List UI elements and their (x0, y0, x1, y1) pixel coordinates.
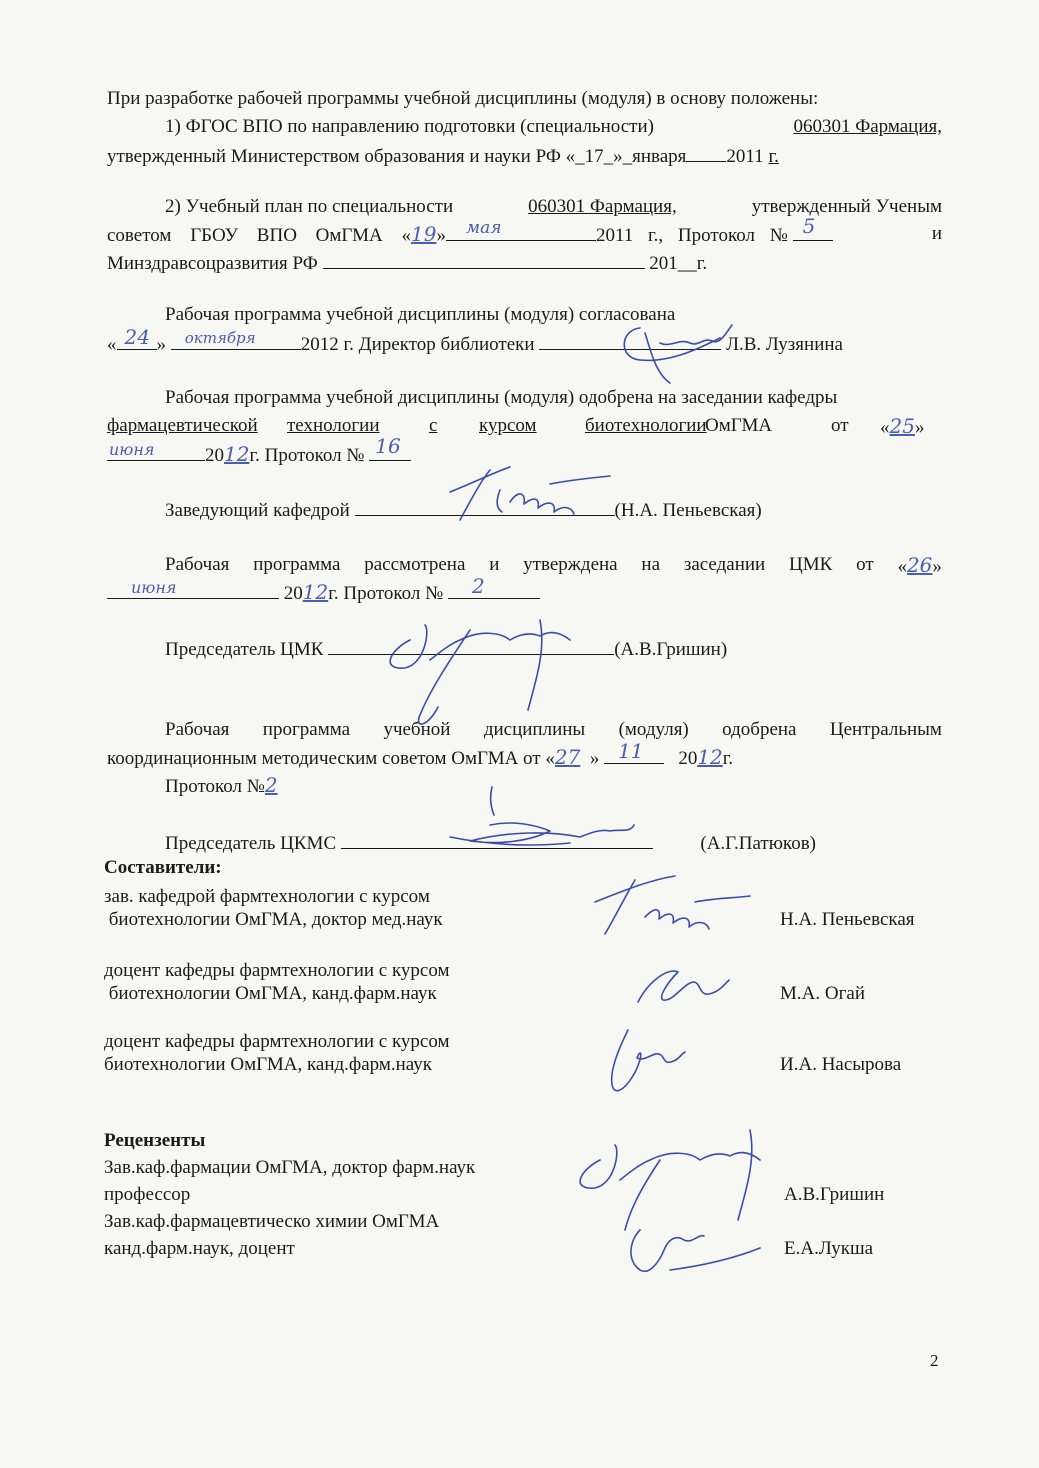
library-month-handwritten: октября (184, 329, 256, 347)
ckms-word-4: дисциплины (483, 719, 586, 740)
cmk-number-blank (448, 574, 540, 599)
author-2-name: М.А. Огай (780, 983, 865, 1004)
ckms-day-handwritten: 27 (554, 745, 581, 769)
author-3-name: И.А. Насырова (780, 1054, 902, 1075)
department-close: » (914, 417, 925, 438)
ckms-word-6: одобрена (722, 719, 797, 740)
plan-line-1 (165, 195, 942, 219)
ckms-word-3: учебной (383, 719, 451, 740)
cmk-year-handwritten: 12 (302, 580, 329, 604)
plan-number-handwritten: 5 (802, 214, 816, 238)
fgos-year: 2011 (726, 146, 764, 167)
ckms-year-prefix: 20 (678, 748, 698, 769)
department-month-blank (107, 442, 205, 461)
reviewer-name-2: Е.А.Лукша (784, 1238, 874, 1259)
department-word-1: фармацевтической (107, 415, 258, 436)
library-day-blank (117, 325, 157, 350)
cmk-word-5: утверждена (523, 554, 618, 575)
cmk-month-handwritten: июня (131, 578, 177, 597)
plan-line2-d: и (931, 223, 942, 244)
department-year-handwritten: 12 (224, 442, 250, 466)
author-1-line-1: зав. кафедрой фармтехнологии с курсом (104, 886, 430, 907)
plan-suffix: утвержденный Ученым (751, 196, 942, 217)
author-1-name: Н.А. Пеньевская (780, 909, 915, 930)
plan-month-blank (446, 218, 596, 241)
cmk-date (897, 553, 941, 579)
authors-heading: Составители: (104, 857, 222, 878)
ckms-line-1 (165, 718, 942, 742)
department-protocol: г. Протокол № (249, 445, 365, 466)
cmk-year-prefix: 20 (283, 583, 303, 604)
cmk-chair-label: Председатель ЦМК (165, 639, 324, 660)
fgos-spec: 060301 Фармация, (793, 116, 942, 137)
signature-head-of-department (420, 462, 620, 532)
reviewer-line-2: профессор (104, 1184, 191, 1205)
signature-librarian (600, 318, 750, 388)
ckms-month-blank (604, 739, 664, 764)
signature-cmk-chair (370, 600, 590, 720)
cmk-close: » (932, 556, 942, 577)
library-month-blank (171, 331, 301, 350)
signature-reviewers (560, 1120, 780, 1290)
author-2-line-2: биотехнологии ОмГМА, канд.фарм.наук (104, 983, 437, 1004)
library-day-handwritten: 24 (124, 325, 150, 349)
reviewer-line-1: Зав.каф.фармации ОмГМА, доктор фарм.наук (104, 1157, 476, 1178)
ckms-word-7: Центральным (829, 719, 942, 740)
head-label: Заведующий кафедрой (165, 500, 350, 521)
ckms-line2-a: координационным методическим советом ОмГМА от « (107, 748, 555, 769)
reviewer-name-1: А.В.Гришин (784, 1184, 885, 1205)
ckms-close: » (589, 748, 600, 769)
fgos-g: г. (768, 146, 779, 167)
plan-prefix: 2) Учебный план по специальности (165, 196, 454, 217)
department-number-handwritten: 16 (375, 434, 401, 458)
plan-spec: 060301 Фармация, (528, 196, 677, 217)
department-word-4: курсом (479, 415, 537, 436)
library-name: Л.В. Лузянина (726, 334, 843, 355)
department-year-prefix: 20 (205, 445, 224, 466)
ckms-word-1: Рабочая (165, 719, 230, 740)
fgos-blank (686, 143, 726, 162)
fgos-line-2 (107, 143, 779, 169)
ckms-protocol-line (165, 773, 278, 799)
cmk-word-2: программа (253, 554, 341, 575)
page-number: 2 (930, 1351, 939, 1370)
plan-line-2 (107, 214, 942, 248)
ckms-year-handwritten: 12 (697, 745, 723, 769)
fgos-line-1 (165, 115, 942, 139)
reviewers-heading: Рецензенты (104, 1130, 206, 1151)
head-name: (Н.А. Пеньевская) (614, 500, 762, 521)
department-word-2: технологии (287, 415, 380, 436)
cmk-word-3: рассмотрена (364, 554, 466, 575)
signature-author-3 (598, 1020, 688, 1100)
department-open: « (880, 417, 890, 438)
department-word-3: с (429, 415, 438, 436)
ckms-chair-label: Председатель ЦКМС (165, 833, 337, 854)
ckms-word-5: (модуля) (618, 719, 689, 740)
plan-line3-b: 201__г. (649, 253, 708, 274)
plan-day-handwritten: 19 (411, 222, 437, 246)
library-open: « (107, 334, 117, 355)
plan-ministry-blank (323, 250, 645, 269)
ckms-number-handwritten: 2 (264, 773, 278, 797)
plan-line3-a: Минздравсоцразвития РФ (107, 253, 318, 274)
department-word-5: биотехнологии (585, 415, 707, 436)
department-number-blank (369, 434, 411, 461)
plan-month-handwritten: мая (465, 218, 502, 238)
cmk-chair-name: (А.В.Гришин) (614, 639, 728, 660)
cmk-word-4: и (489, 554, 500, 575)
department-date (880, 414, 924, 440)
plan-line2-c: 2011 г., Протокол № (595, 225, 788, 246)
library-close: » (156, 334, 166, 355)
cmk-word-6: на (641, 554, 661, 575)
author-3-line-1: доцент кафедры фармтехнологии с курсом (104, 1031, 450, 1052)
ckms-month-handwritten: 11 (618, 739, 644, 763)
author-1-line-2: биотехнологии ОмГМА, доктор мед.наук (104, 909, 443, 930)
signature-author-2 (628, 962, 738, 1012)
cmk-number-handwritten: 2 (472, 574, 485, 598)
intro-text: При разработке рабочей программы учебной дисциплины (модуля) в основу положены: (107, 88, 819, 109)
department-line-1: Рабочая программа учебной дисциплины (модуля) одобрена на заседании кафедры (165, 387, 838, 408)
signature-ckms-chair (430, 785, 670, 865)
plan-number-blank (793, 214, 833, 241)
cmk-protocol: г. Протокол № (328, 583, 444, 604)
department-omgma: ОмГМА (705, 415, 773, 436)
author-2-line-1: доцент кафедры фармтехнологии с курсом (104, 960, 450, 981)
plan-line-3 (107, 250, 707, 276)
cmk-word-9: от (856, 554, 874, 575)
cmk-word-8: ЦМК (789, 554, 833, 575)
ckms-chair-name: (А.Г.Патюков) (700, 833, 816, 854)
signature-author-1 (575, 872, 755, 942)
fgos-line2-start: утвержденный Министерством образования и науки РФ «_17_»_января (107, 146, 687, 167)
ckms-protocol: Протокол № (165, 776, 265, 797)
plan-line2-a: советом ГБОУ ВПО ОмГМА « (107, 225, 412, 246)
cmk-open: « (897, 556, 907, 577)
author-3-line-2: биотехнологии ОмГМА, канд.фарм.наук (104, 1054, 433, 1075)
department-month-handwritten: июня (109, 440, 155, 459)
cmk-word-1: Рабочая (165, 554, 230, 575)
ckms-line-2 (107, 739, 734, 771)
cmk-line-1 (165, 553, 942, 579)
department-ot: от (831, 415, 849, 436)
reviewer-line-4: канд.фарм.наук, доцент (104, 1238, 295, 1259)
department-line-3 (107, 434, 411, 468)
library-year-text: 2012 г. Директор библиотеки (300, 334, 535, 355)
library-line-1: Рабочая программа учебной дисциплины (модуля) согласована (165, 304, 676, 325)
cmk-word-7: заседании (683, 554, 766, 575)
cmk-day-handwritten: 26 (906, 553, 933, 577)
reviewer-line-3: Зав.каф.фармацевтическо химии ОмГМА (104, 1211, 440, 1232)
department-day-handwritten: 25 (889, 414, 915, 438)
ckms-g: г. (722, 748, 734, 769)
fgos-prefix: 1) ФГОС ВПО по направлению подготовки (специальности) (165, 116, 654, 137)
plan-line2-b: » (436, 225, 446, 246)
ckms-word-2: программа (262, 719, 351, 740)
cmk-month-blank (107, 580, 279, 599)
